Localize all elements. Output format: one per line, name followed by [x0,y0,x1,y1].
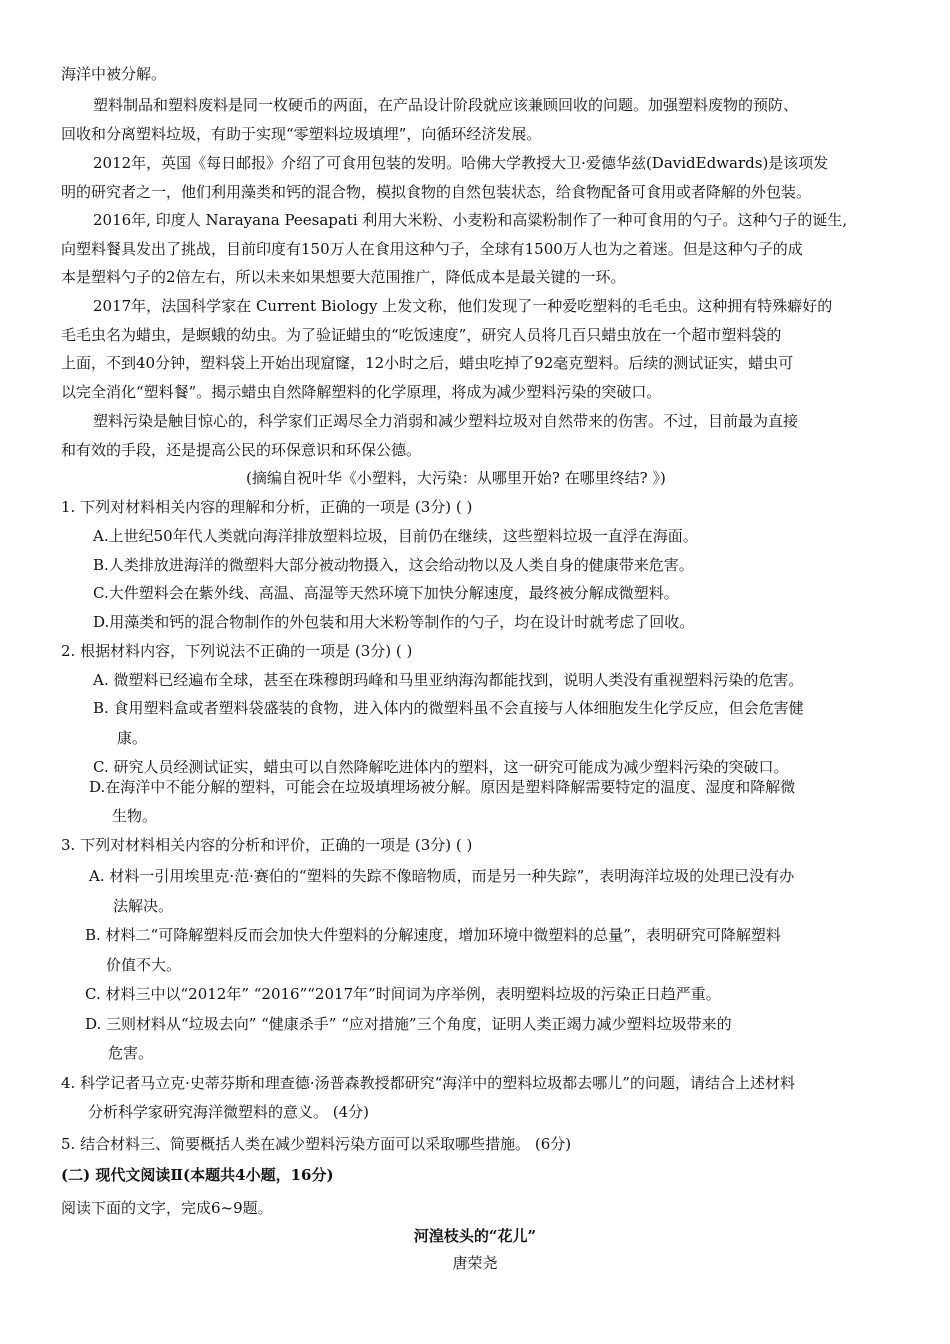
passage-line: 本是塑料勺子的2倍左右，所以未来如果想要大范围推广，降低成本是最关键的一环。 [61,268,626,286]
passage-line: 塑料制品和塑料废料是同一枚硬币的两面，在产品设计阶段就应该兼顾回收的问题。加强塑料废物的预防、 [93,96,799,114]
question-1-option-d: D.用藻类和钙的混合物制作的外包装和用大米粉等制作的勺子，均在设计时就考虑了回收。 [93,613,695,631]
question-1-option-b: B.人类排放进海洋的微塑料大部分被动物摄入，这会给动物以及人类自身的健康带来危害。 [93,556,694,574]
question-3-option-a-cont: 法解决。 [113,897,174,915]
section-heading: (二) 现代文阅读Ⅱ(本题共4小题，16分) [61,1166,334,1184]
question-3-option-b-cont: 价值不大。 [106,956,182,974]
passage-line: 塑料污染是触目惊心的，科学家们正竭尽全力消弱和减少塑料垃圾对自然带来的伤害。不过，目前最为直接 [93,412,799,430]
question-2-option-d-cont: 生物。 [112,807,158,825]
source-citation: (摘编自祝叶华《小塑料，大污染：从哪里开始? 在哪里终结? 》) [246,469,666,487]
question-1-stem: 1. 下列对材料相关内容的理解和分析，正确的一项是 (3分) ( ) [61,498,473,516]
question-4-stem: 4. 科学记者马立克·史蒂芬斯和理查德·汤普森教授都研究“海洋中的塑料垃圾都去哪儿”的问题，请结合上述材料 [61,1074,795,1092]
question-3-option-b: B. 材料二“可降解塑料反而会加快大件塑料的分解速度，增加环境中微塑料的总量”，表明研究可降解塑料 [85,926,781,944]
question-3-option-a: A. 材料一引用埃里克·范·赛伯的“塑料的失踪不像暗物质，而是另一种失踪”，表明海洋垃圾的处理已没有办 [89,867,795,885]
article-title: 河湟枝头的“花儿” [413,1227,537,1245]
passage-line: 海洋中被分解。 [61,65,167,83]
section-instruction: 阅读下面的文字，完成6~9题。 [61,1199,273,1217]
passage-line: 向塑料餐具发出了挑战，目前印度有150万人在食用这种勺子，全球有1500万人也为之着迷。但是这种勺子的成 [61,240,803,258]
passage-line: 和有效的手段，还是提高公民的环保意识和环保公德。 [61,441,422,459]
question-3-option-d: D. 三则材料从“垃圾去向” “健康杀手” “应对措施”三个角度，证明人类正竭力减少塑料垃圾带来的 [85,1015,732,1033]
passage-line: 2016年, 印度人 Narayana Peesapati 利用大米粉、小麦粉和高粱粉制作了一种可食用的勺子。这种勺子的诞生, [93,211,848,229]
question-2-stem: 2. 根据材料内容，下列说法不正确的一项是 (3分) ( ) [61,642,413,660]
question-3-stem: 3. 下列对材料相关内容的分析和评价，正确的一项是 (3分) ( ) [61,836,473,854]
question-4-stem-cont: 分析科学家研究海洋微塑料的意义。 (4分) [88,1103,370,1121]
passage-line: 明的研究者之一，他们利用藻类和钙的混合物，模拟食物的自然包装状态，给食物配备可食用或者降解的外包装。 [61,183,812,201]
question-2-option-b: B. 食用塑料盒或者塑料袋盛装的食物，进入体内的微塑料虽不会直接与人体细胞发生化学反应，但会危害健 [93,699,804,717]
passage-line: 回收和分离塑料垃圾，有助于实现“零塑料垃圾填埋”，向循环经济发展。 [61,125,542,143]
passage-line: 2012年，英国《每日邮报》介绍了可食用包装的发明。哈佛大学教授大卫·爱德华兹(DavidEdwards)是该项发 [93,154,829,172]
question-2-option-a: A. 微塑料已经遍布全球，甚至在珠穆朗玛峰和马里亚纳海沟都能找到，说明人类没有重视塑料污染的危害。 [93,671,804,689]
question-1-option-a: A.上世纪50年代人类就向海洋排放塑料垃圾，目前仍在继续，这些塑料垃圾一直浮在海面。 [93,527,698,545]
question-2-option-b-cont: 康。 [117,729,148,747]
question-2-option-d: D.在海洋中不能分解的塑料，可能会在垃圾填埋场被分解。原因是塑料降解需要特定的温度、湿度和降解微 [89,778,796,796]
passage-line: 2017年，法国科学家在 Current Biology 上发文称，他们发现了一种爱吃塑料的毛毛虫。这种拥有特殊癖好的 [93,297,833,315]
question-3-option-c: C. 材料三中以“2012年” “2016”“2017年”时间词为序举例，表明塑料垃圾的污染正日趋严重。 [85,985,721,1003]
passage-line: 毛毛虫名为蜡虫，是螟蛾的幼虫。为了验证蜡虫的“吃饭速度”，研究人员将几百只蜡虫放在一个超市塑料袋的 [61,326,782,344]
question-3-option-d-cont: 危害。 [108,1044,154,1062]
passage-line: 上面，不到40分钟，塑料袋上开始出现窟窿，12小时之后，蜡虫吃掉了92毫克塑料。后续的测试证实，蜡虫可 [61,354,794,372]
article-author: 唐荣尧 [452,1254,498,1272]
question-2-option-c: C. 研究人员经测试证实，蜡虫可以自然降解吃进体内的塑料，这一研究可能成为减少塑料污染的突破口。 [93,758,789,776]
question-1-option-c: C.大件塑料会在紫外线、高温、高湿等天然环境下加快分解速度，最终被分解成微塑料。 [93,584,679,602]
passage-line: 以完全消化“塑料餐”。揭示蜡虫自然降解塑料的化学原理，将成为减少塑料污染的突破口。 [61,383,662,401]
question-5-stem: 5. 结合材料三、简要概括人类在减少塑料污染方面可以采取哪些措施。 (6分) [61,1135,572,1153]
